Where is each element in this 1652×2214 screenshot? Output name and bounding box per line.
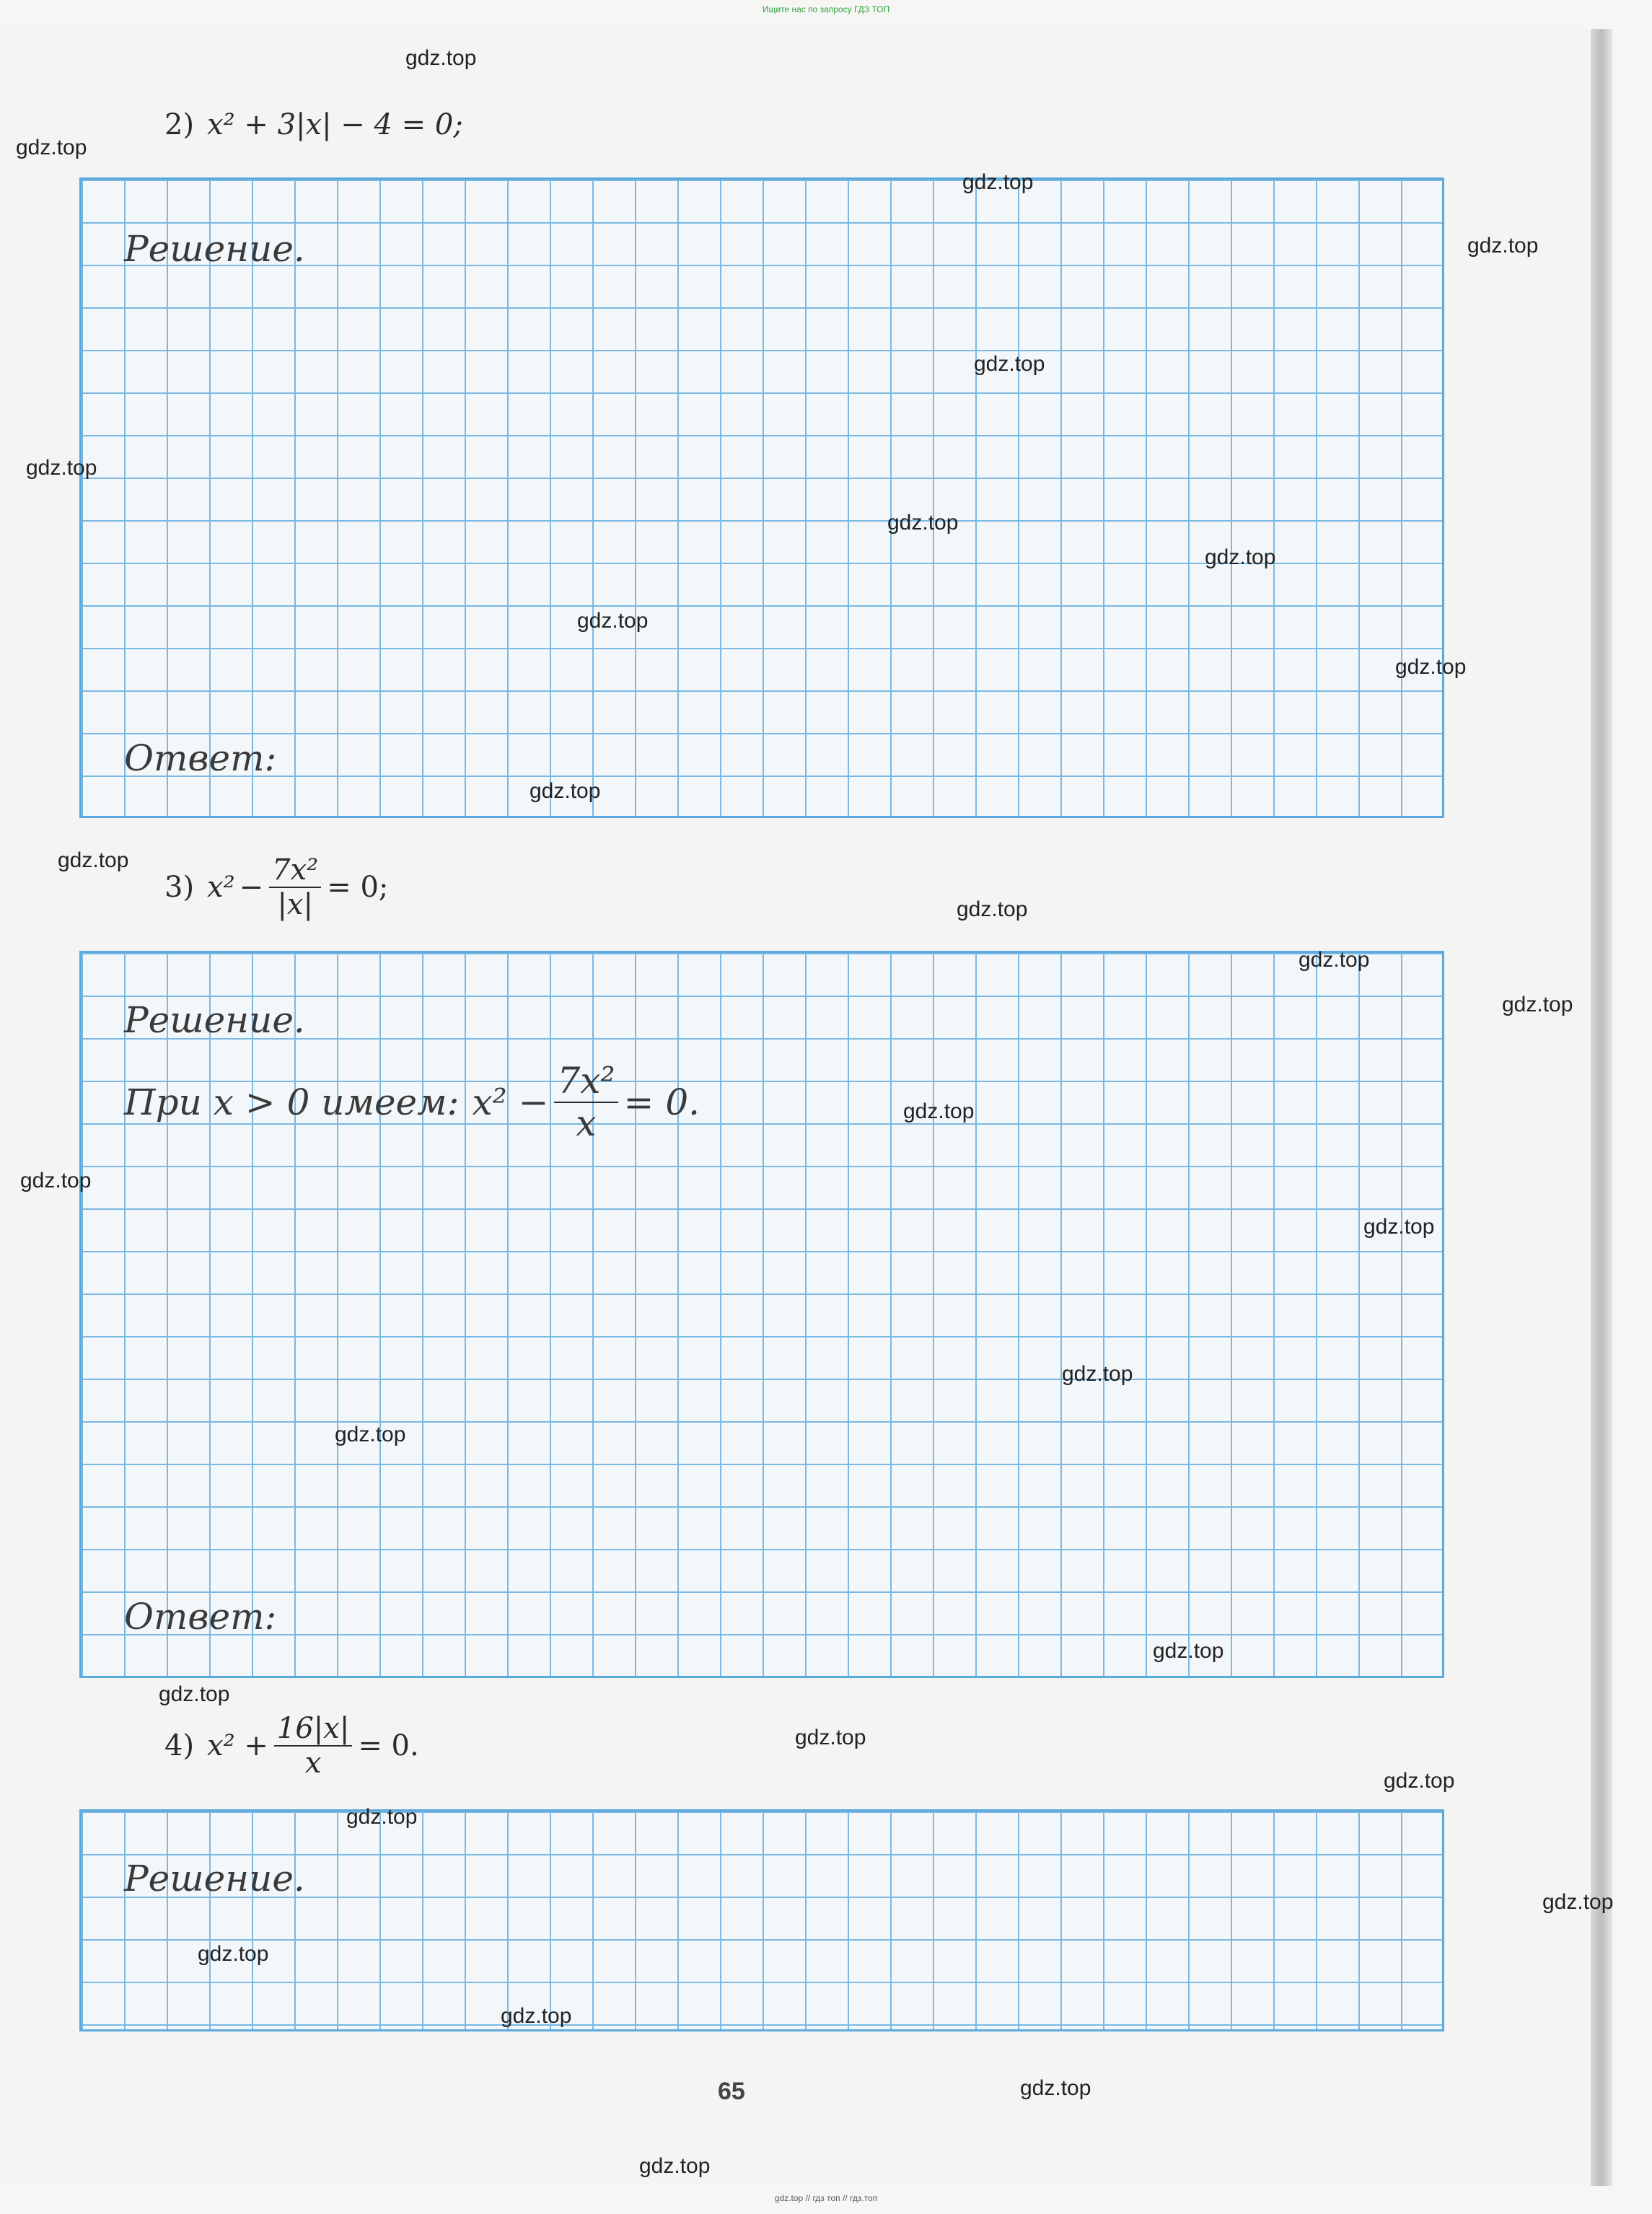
watermark: gdz.top bbox=[159, 1682, 230, 1706]
watermark: gdz.top bbox=[1205, 545, 1276, 569]
watermark: gdz.top bbox=[639, 2154, 711, 2178]
problem-4-numerator: 16|x| bbox=[274, 1713, 352, 1747]
watermark: gdz.top bbox=[198, 1942, 269, 1966]
problem-4-rhs: = 0. bbox=[358, 1729, 419, 1762]
watermark: gdz.top bbox=[1020, 2076, 1091, 2100]
top-banner: Ищите нас по запросу ГДЗ ТОП bbox=[762, 4, 890, 14]
solution-label-4: Решение. bbox=[124, 1858, 305, 1899]
problem-3-denominator: |x| bbox=[277, 888, 313, 921]
answer-grid-4 bbox=[79, 1809, 1444, 2031]
handwritten-denominator: x bbox=[576, 1102, 597, 1144]
handwritten-rhs: = 0. bbox=[623, 1081, 700, 1123]
watermark: gdz.top bbox=[957, 897, 1028, 921]
watermark: gdz.top bbox=[26, 456, 97, 480]
handwritten-numerator: 7x² bbox=[554, 1062, 618, 1103]
handwritten-case-text: При x > 0 имеем: bbox=[124, 1081, 460, 1123]
problem-3-rhs: = 0; bbox=[327, 871, 389, 904]
watermark: gdz.top bbox=[346, 1805, 418, 1829]
watermark: gdz.top bbox=[1153, 1639, 1224, 1663]
problem-3-number: 3) bbox=[164, 871, 195, 904]
watermark: gdz.top bbox=[335, 1423, 406, 1446]
watermark: gdz.top bbox=[795, 1726, 866, 1749]
watermark: gdz.top bbox=[16, 136, 87, 159]
solution-label-2: Решение. bbox=[124, 228, 305, 270]
watermark: gdz.top bbox=[1395, 655, 1467, 679]
watermark: gdz.top bbox=[903, 1099, 975, 1123]
problem-3-term: x² bbox=[207, 871, 235, 904]
watermark: gdz.top bbox=[1467, 234, 1539, 258]
problem-2-number: 2) bbox=[164, 108, 195, 141]
answer-grid-2 bbox=[79, 177, 1444, 818]
watermark: gdz.top bbox=[974, 352, 1045, 376]
problem-4-fraction bbox=[274, 1713, 352, 1778]
watermark: gdz.top bbox=[530, 779, 601, 803]
handwritten-expr: x² − bbox=[472, 1081, 549, 1123]
watermark: gdz.top bbox=[1062, 1362, 1133, 1386]
watermark: gdz.top bbox=[58, 848, 129, 872]
answer-grid-3 bbox=[79, 951, 1444, 1678]
problem-4-number: 4) bbox=[164, 1729, 195, 1762]
watermark: gdz.top bbox=[20, 1169, 92, 1192]
problem-3-numerator: 7x² bbox=[269, 855, 321, 888]
watermark: gdz.top bbox=[1299, 948, 1370, 972]
answer-label-2: Ответ: bbox=[124, 737, 277, 779]
handwritten-fraction bbox=[554, 1062, 618, 1142]
problem-4-denominator: x bbox=[304, 1747, 322, 1780]
handwritten-case-line bbox=[124, 1062, 700, 1142]
watermark: gdz.top bbox=[577, 609, 649, 633]
watermark: gdz.top bbox=[1502, 993, 1573, 1016]
watermark: gdz.top bbox=[1363, 1215, 1435, 1239]
watermark: gdz.top bbox=[1384, 1769, 1455, 1793]
bottom-banner: gdz.top // гдз топ // гдз.топ bbox=[774, 2193, 878, 2203]
page-number: 65 bbox=[718, 2078, 745, 2105]
problem-3-fraction bbox=[269, 855, 321, 920]
problem-3 bbox=[164, 855, 388, 920]
watermark: gdz.top bbox=[962, 170, 1034, 194]
problem-3-minus: − bbox=[239, 871, 264, 904]
page-edge-shadow bbox=[1591, 29, 1612, 2186]
problem-2-equation: x² + 3|x| − 4 = 0; bbox=[207, 108, 463, 141]
problem-2 bbox=[164, 108, 463, 141]
watermark: gdz.top bbox=[405, 46, 477, 70]
answer-label-3: Ответ: bbox=[124, 1596, 277, 1638]
problem-4-term: x² + bbox=[207, 1729, 268, 1762]
solution-label-3: Решение. bbox=[124, 999, 305, 1041]
problem-4 bbox=[164, 1713, 419, 1778]
watermark: gdz.top bbox=[887, 511, 959, 535]
watermark: gdz.top bbox=[1542, 1890, 1614, 1914]
watermark: gdz.top bbox=[501, 2004, 572, 2028]
